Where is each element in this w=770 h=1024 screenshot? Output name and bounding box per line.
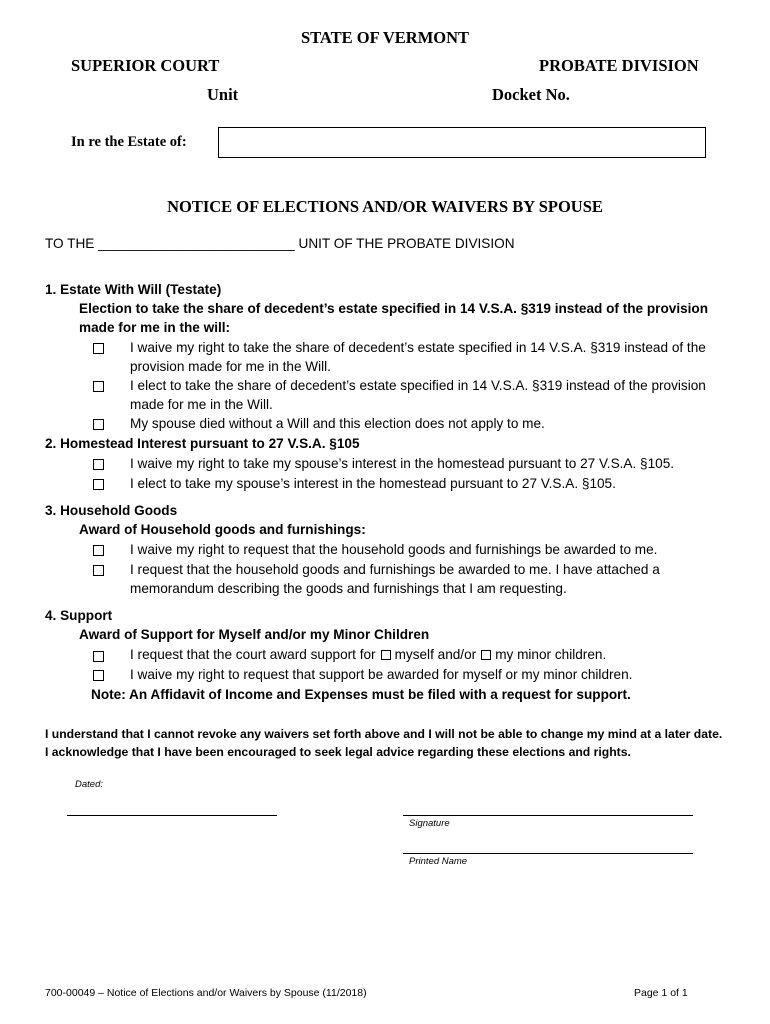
s1-elect-checkbox[interactable] xyxy=(93,381,104,392)
s1-waive-text-line1: I waive my right to take the share of decedent’s estate specified in 14 V.S.A. §319 instead of the xyxy=(130,340,706,355)
s4-waive-checkbox[interactable] xyxy=(93,670,104,681)
estate-name-field[interactable] xyxy=(218,127,706,158)
s1-waive-text-line2: provision made for me in the Will. xyxy=(130,359,331,374)
docket-label: Docket No. xyxy=(492,85,570,104)
s2-elect-checkbox[interactable] xyxy=(93,479,104,490)
dated-line[interactable] xyxy=(67,815,277,816)
form-id: 700-00049 – Notice of Elections and/or Waivers by Spouse (11/2018) xyxy=(45,987,367,999)
division-heading: PROBATE DIVISION xyxy=(539,56,699,75)
s1-elect-text-line2: made for me in the Will. xyxy=(130,397,273,412)
s3-waive-checkbox[interactable] xyxy=(93,545,104,556)
section-3-heading: 3. Household Goods xyxy=(45,503,178,518)
page-number: Page 1 of 1 xyxy=(634,987,688,999)
printed-name-label: Printed Name xyxy=(409,856,468,867)
court-heading: SUPERIOR COURT xyxy=(71,56,220,75)
s4-children-checkbox[interactable] xyxy=(481,650,491,660)
s1-no-will-text: My spouse died without a Will and this election does not apply to me. xyxy=(130,416,545,431)
unit-label: Unit xyxy=(207,85,239,104)
s1-elect-text-line1: I elect to take the share of decedent’s estate specified in 14 V.S.A. §319 instead of the provision xyxy=(130,378,706,393)
s3-request-checkbox[interactable] xyxy=(93,565,104,576)
section-1-subheading-line1: Election to take the share of decedent’s estate specified in 14 V.S.A. §319 instead of the provision xyxy=(79,301,709,316)
section-1-subheading-line2: made for me in the will: xyxy=(79,320,231,335)
acknowledgment-line2: I acknowledge that I have been encouraged to seek legal advice regarding these elections and rights. xyxy=(45,745,631,759)
s1-waive-checkbox[interactable] xyxy=(93,343,104,354)
s4-children-text: my minor children. xyxy=(495,647,607,662)
s4-request-line xyxy=(130,647,606,662)
s2-elect-text: I elect to take my spouse’s interest in the homestead pursuant to 27 V.S.A. §105. xyxy=(130,476,616,491)
s2-waive-text: I waive my right to take my spouse’s interest in the homestead pursuant to 27 V.S.A. §105. xyxy=(130,456,675,471)
s4-myself-text: myself and/or xyxy=(394,647,477,662)
s2-waive-checkbox[interactable] xyxy=(93,459,104,470)
state-heading: STATE OF VERMONT xyxy=(300,28,470,47)
to-line-suffix: UNIT OF THE PROBATE DIVISION xyxy=(298,236,515,251)
signature-label: Signature xyxy=(409,818,450,829)
s4-note: Note: An Affidavit of Income and Expenses must be filed with a request for support. xyxy=(91,687,631,702)
probate-unit-blank[interactable]: __________________________ xyxy=(98,236,295,251)
acknowledgment-line1: I understand that I cannot revoke any waivers set forth above and I will not be able to change my mind at a later date. xyxy=(45,727,723,741)
form-title: NOTICE OF ELECTIONS AND/OR WAIVERS BY SPOUSE xyxy=(167,197,603,216)
s3-request-text-line1: I request that the household goods and furnishings be awarded to me. I have attached a xyxy=(130,562,660,577)
s4-request-text: I request that the court award support for xyxy=(130,647,376,662)
dated-label: Dated: xyxy=(75,779,103,790)
section-3-subheading: Award of Household goods and furnishings: xyxy=(79,522,366,537)
printed-name-line[interactable] xyxy=(403,853,693,854)
section-1-heading: 1. Estate With Will (Testate) xyxy=(45,282,222,297)
s4-waive-text: I waive my right to request that support be awarded for myself or my minor children. xyxy=(130,667,633,682)
to-line xyxy=(45,236,515,251)
s1-no-will-checkbox[interactable] xyxy=(93,419,104,430)
section-4-heading: 4. Support xyxy=(45,608,113,623)
s4-myself-checkbox[interactable] xyxy=(381,650,391,660)
s3-request-text-line2: memorandum describing the goods and furnishings that I am requesting. xyxy=(130,581,567,596)
s4-request-checkbox[interactable] xyxy=(93,651,104,662)
estate-label: In re the Estate of: xyxy=(71,134,187,150)
section-2-heading: 2. Homestead Interest pursuant to 27 V.S.A. §105 xyxy=(45,436,360,451)
s3-waive-text: I waive my right to request that the household goods and furnishings be awarded to me. xyxy=(130,542,658,557)
section-4-subheading: Award of Support for Myself and/or my Minor Children xyxy=(79,627,430,642)
signature-line[interactable] xyxy=(403,815,693,816)
to-line-prefix: TO THE xyxy=(45,236,95,251)
